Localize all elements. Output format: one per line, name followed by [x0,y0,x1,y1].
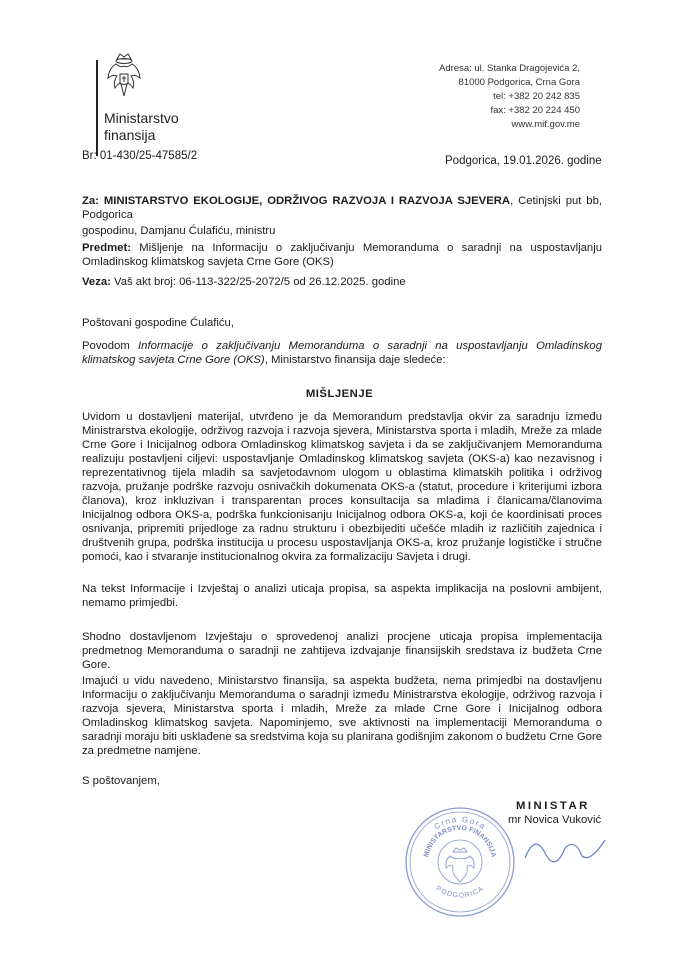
recipient-name: MINISTARSTVO EKOLOGIJE, ODRŽIVOG RAZVOJA I RAZVOJA SJEVERA [103,195,511,207]
address-line: Adresa: ul. Stanka Dragojevića 2, [439,63,580,74]
intro-paragraph [82,339,602,367]
recipient-attention: gospodinu, Damjanu Ćulafiću, ministru [82,225,276,237]
document-date: Podgorica, 19.01.2026. godine [445,155,602,167]
paragraph-no-objections: Na tekst Informacije i Izvještaj o analizi uticaja propisa, sa aspekta implikacija na poslovni ambijent, nemamo primjedbi. [82,583,602,609]
address-phone: tel: +382 20 242 835 [493,91,580,102]
signatory-name: mr Novica Vuković [508,814,602,826]
subject-label: Predmet: [82,242,131,254]
intro-italic: Informacije o zaključivanju Memoranduma o saradnji na uspostavljanju Omladinskog klimatskog savjeta Crne Gore (OKS) [82,340,602,366]
subject-text: Mišljenje na Informaciju o zaključivanju Memoranduma o saradnji na uspostavljanju Omladinskog klimatskog savjeta Crne Gore (OKS) [82,242,602,268]
reference-number: Br: 01-430/25-47585/2 [82,150,198,162]
ministry-name-line2: finansija [104,127,156,143]
header-divider [96,60,98,156]
subject [82,241,602,269]
closing-salutation: S poštovanjem, [82,775,160,787]
paragraph-conclusion: Imajući u vidu navedeno, Ministarstvo finansija, sa aspekta budžeta, nema primjedbi na dostavljenu Informaciju o zaključivanju Memoranduma o saradnji između Ministrarstva ekologije, održivog razvoja i razvoja sjevera, Ministarstva sporta i mladih, Mreže za mlade Crne Gore i Inicijalnog odbora Omladinskog klimatskog savjeta. Napominjemo, sve aktivnosti na implementaciji Memoranduma o saradnji moraju biti usklađene sa sredstvima koja su planirana godišnjim zakonom o budžetu Crne Gore za predmetne namjene. [82,675,602,757]
address-website: www.mif.gov.me [511,119,580,130]
intro-before: Povodom [82,340,139,352]
paragraph-funding: Shodno dostavljenom Izvještaju o sprovedenoj analizi procjene uticaja propisa implementacija predmetnog Memoranduma o saradnji ne zahtijeva izdvajanje finansijskih sredstava iz budžeta Crne Gore. [82,631,602,671]
stamp-top-text: Crna Gora [432,814,488,832]
intro-after: , Ministarstvo finansija daje sledeće: [264,354,446,366]
stamp-bottom-text: PODGORICA [434,885,486,900]
recipient-address: , Cetinjski put bb, Podgorica [82,195,603,221]
recipient [82,194,602,222]
ministry-name [104,110,179,144]
greeting: Poštovani gospodine Ćulafiću, [82,317,234,329]
signature-scribble [520,828,610,868]
svg-text:MINISTARSTVO FINANSIJA [423,825,496,858]
address-block [420,62,580,132]
address-city: 81000 Podgorica, Crna Gora [458,77,580,88]
link-label: Veza: [82,276,111,288]
coat-of-arms-icon [105,52,143,102]
reference-link [82,276,406,288]
paragraph-analysis: Uvidom u dostavljeni materijal, utvrđeno je da Memorandum predstavlja okvir za saradnju između Ministrarstva ekologije, održivog razvoja i razvoja sjevera, Ministarstva sporta i mladih, Mreže za mlade Crne Gore i Inicijalnog odbora Omladinskog klimatskog savjeta i da se zaključivanjem Memoranduma realizuju postavljeni ciljevi: uspostavljanje Omladinskog klimatskog savjeta (OKS-a) kao nezavisnog i reprezentativnog tijela mladih sa savjetodavnom ulogom u oblastima klimatskih politika i održivog razvoja, pružanje podrške razvoju osnivačkih dokumenata OKS-a (statut, procedure i kriterijumi izbora članova), kroz inkluzivan i transparentan proces konsultacija sa mladima i članicama/članovima Inicijalnog odbora OKS-a, podrška funkcionisanju Inicijalnog odbora OKS-a, koji će koordinisati proces osnivanja, pripremiti prijedloge za radnu strukturu i obezbijediti učešće mladih iz različitih zajednica i društvenih grupa, podrška institucija u procesu uspostavljanja OKS-a, kroz pružanje logističke i stručne pomoći, kao i stvaranje institucionalnog okvira za formalizaciju Savjeta i drugi. [82,411,602,563]
stamp-middle-text: MINISTARSTVO FINANSIJA [423,824,497,858]
official-stamp [400,800,520,920]
signatory-title: MINISTAR [516,800,590,812]
link-text: Vaš akt broj: 06-113-322/25-2072/5 od 26.12.2025. godine [114,276,406,288]
recipient-label: Za: [82,195,99,207]
address-fax: fax: +382 20 224 450 [490,105,580,116]
svg-text:PODGORICA [435,885,486,899]
ministry-name-line1: Ministarstvo [104,110,179,126]
opinion-heading: MIŠLJENJE [305,388,374,400]
